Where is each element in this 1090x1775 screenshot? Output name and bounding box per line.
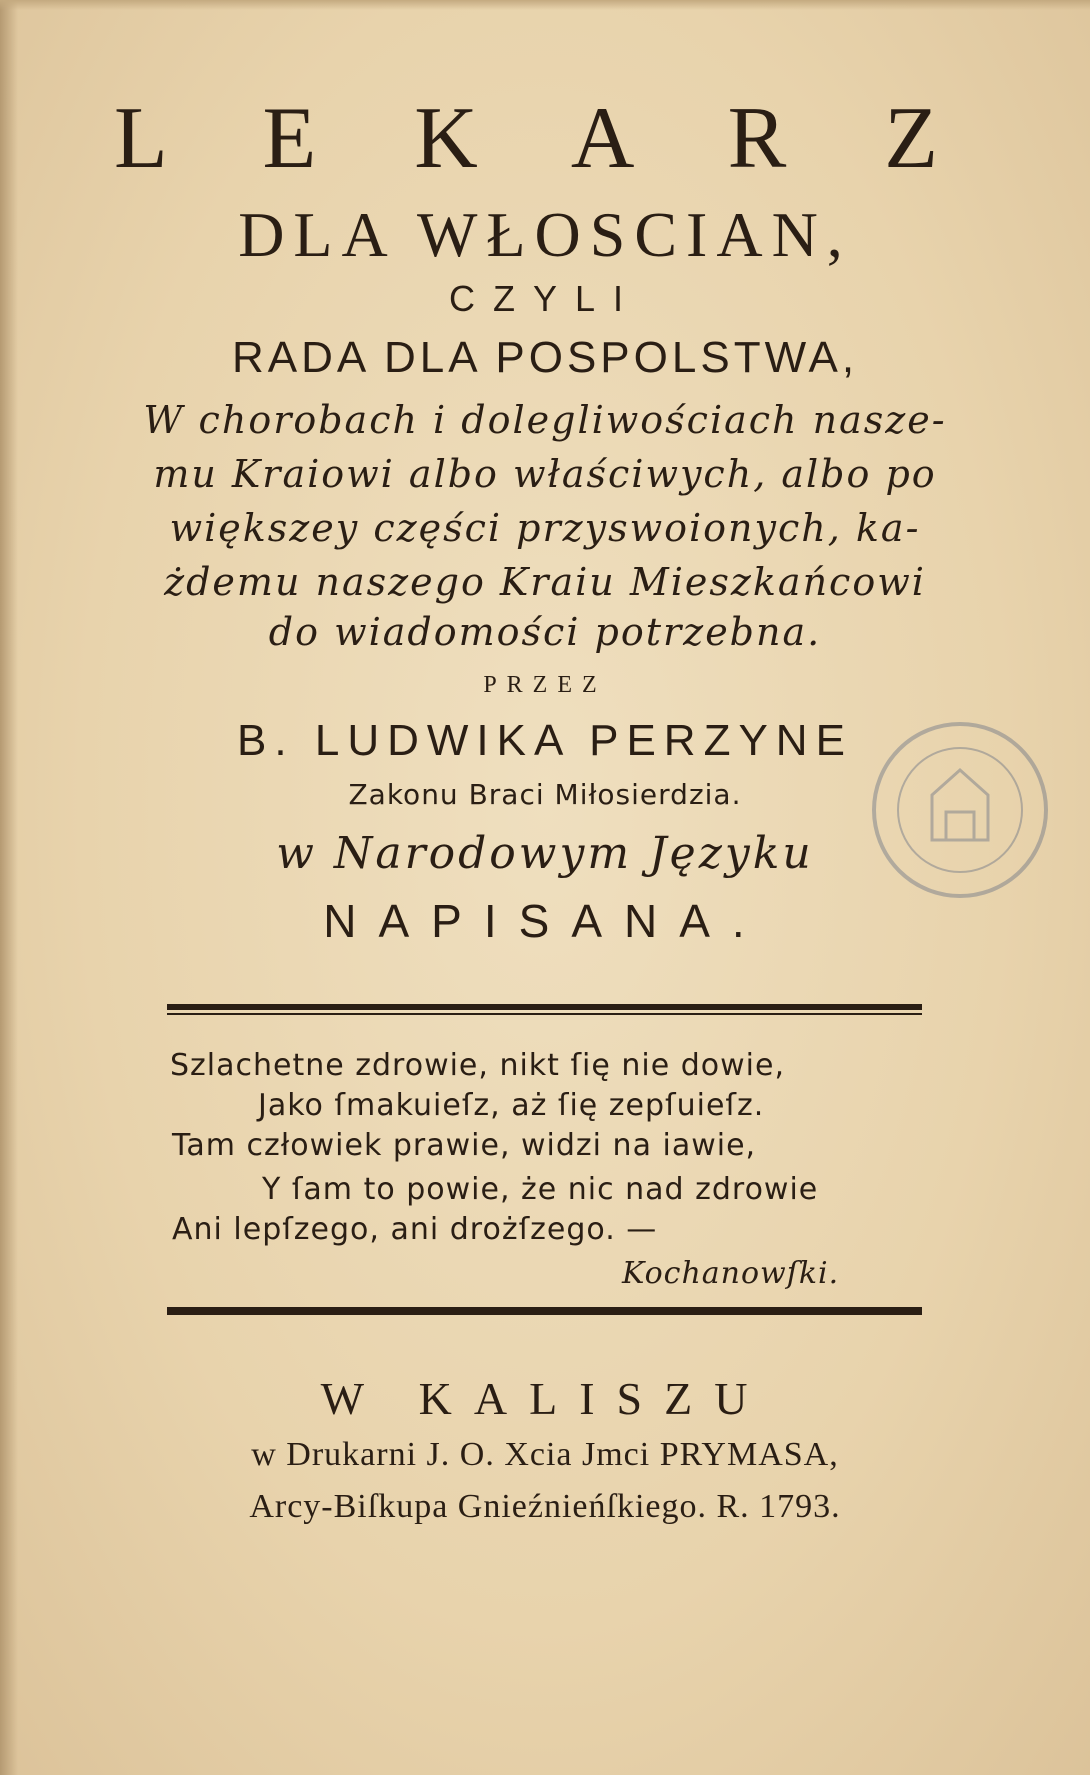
divider-rule-bottom bbox=[167, 1304, 922, 1315]
printer-line: w Drukarni J. O. Xcia Jmci PRYMASA, bbox=[251, 1436, 839, 1473]
verse-line: Y ſam to powie, że nic nad zdrowie bbox=[262, 1172, 819, 1207]
place-of-publication: W KALISZU bbox=[320, 1373, 770, 1424]
description-line: żdemu naszego Kraiu Mieszkańcowi bbox=[164, 560, 926, 604]
written-label: NAPISANA. bbox=[323, 895, 767, 947]
printer-line-2: Arcy-Biſkupa Gnieźnieńſkiego. R. 1793. bbox=[249, 1488, 841, 1525]
divider-rule-top bbox=[167, 1004, 922, 1015]
verse-line: Jako ſmakuieſz, aż ſię zepſuieſz. bbox=[258, 1088, 765, 1123]
author-name: B. LUDWIKA PERZYNE bbox=[237, 716, 853, 765]
conjunction-czyli: CZYLI bbox=[448, 278, 642, 319]
verse-line: Tam człowiek prawie, widzi na iawie, bbox=[172, 1128, 757, 1163]
alternate-title: RADA DLA POSPOLSTWA, bbox=[231, 333, 859, 382]
language-note: w Narodowym Języku bbox=[276, 828, 814, 879]
description-line: większey części przyswoionych, ka- bbox=[169, 506, 921, 550]
book-subtitle: DLA WŁOSCIAN, bbox=[238, 199, 852, 270]
description-line: do wiadomości potrzebna. bbox=[268, 610, 822, 654]
author-order: Zakonu Braci Miłosierdzia. bbox=[348, 778, 742, 811]
page-edge-top bbox=[0, 0, 1090, 10]
description-line: mu Kraiowi albo właściwych, albo po bbox=[153, 452, 937, 496]
library-stamp-icon bbox=[862, 700, 1058, 920]
description-line: W chorobach i dolegliwościach nasze- bbox=[143, 398, 947, 442]
book-title: L E K A R Z bbox=[113, 90, 977, 187]
verse-line: Ani lepſzego, ani drożſzego. — bbox=[172, 1212, 658, 1247]
verse-line: Szlachetne zdrowie, nikt ſię nie dowie, bbox=[170, 1048, 785, 1083]
verse-attribution: Kochanowſki. bbox=[622, 1256, 840, 1291]
by-label: PRZEZ bbox=[483, 672, 607, 698]
